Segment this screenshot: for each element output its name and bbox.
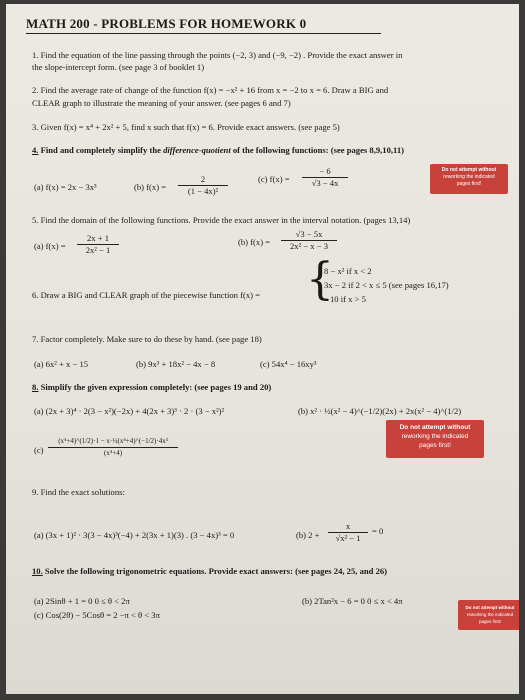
problem-6-case-2: 3x − 2 if 2 < x ≤ 5 (see pages 16,17) <box>324 280 449 290</box>
problem-6-case-1: 8 − x² if x < 2 <box>324 266 372 276</box>
problem-8c-denominator: (x⁴+4) <box>103 449 123 457</box>
problem-5a-label: (a) f(x) = <box>34 241 66 251</box>
problem-5b-numerator: √3 − 5x <box>281 229 337 241</box>
problem-4b-denominator: (1 − 4x)² <box>187 186 219 196</box>
problem-4-heading-text: Find and completely simplify the <box>38 145 164 155</box>
problem-6-line-1: 6. Draw a BIG and CLEAR graph of the piecewise function f(x) = <box>32 290 260 300</box>
problem-4-heading-end: of the following functions: (see pages 8,9,10,11) <box>230 145 405 155</box>
problem-7b: (b) 9x³ + 18x² − 4x − 8 <box>136 359 216 369</box>
problem-4a: (a) f(x) = 2x − 3x³ <box>34 182 97 192</box>
problem-9-line-1: 9. Find the exact solutions: <box>32 487 125 497</box>
sticker-1-line-2: reworking the indicated <box>443 174 495 180</box>
problem-4b-numerator: 2 <box>178 174 228 186</box>
problem-1-line-1: 1. Find the equation of the line passing through the points (−2, 3) and (−9, −2) . Provide the exact answer in <box>32 50 403 60</box>
problem-4b-label: (b) f(x) = <box>134 182 167 192</box>
problem-10c: (c) Cos(2θ) − 5Cosθ = 2 −π < θ < 3π <box>34 610 160 620</box>
sticker-1-line-3: pages first! <box>456 181 482 187</box>
problem-9b-denominator: √x² − 1 <box>335 533 361 543</box>
sticker-2-line-1: Do not attempt without <box>399 424 471 431</box>
title-underline <box>26 33 381 34</box>
problem-8a: (a) (2x + 3)⁴ · 2(3 − x²)(−2x) + 4(2x + 3)³ · 2 · (3 − x²)² <box>34 406 225 416</box>
problem-10-heading <box>32 566 387 577</box>
problem-7-line-1: 7. Factor completely. Make sure to do these by hand. (see page 18) <box>32 334 262 344</box>
sticker-3-line-2: reworking the indicated <box>466 612 514 617</box>
warning-sticker-3 <box>458 600 519 630</box>
problem-4c-numerator: − 6 <box>302 166 348 178</box>
problem-8c-numerator: (x⁴+4)^(1/2)·1 − x·½(x⁴+4)^(−1/2)·4x³ <box>48 436 178 448</box>
problem-9b-numerator: x <box>328 521 368 533</box>
page-title: MATH 200 - PROBLEMS FOR HOMEWORK 0 <box>26 16 307 31</box>
problem-4-number: 4. <box>32 145 39 155</box>
problem-2-line-2: CLEAR graph to illustrate the meaning of your answer. (see pages 6 and 7) <box>32 98 291 108</box>
problem-5b-label: (b) f(x) = <box>238 237 271 247</box>
problem-4-heading <box>32 145 404 156</box>
problem-9a: (a) (3x + 1)² · 3(3 − 4x)³(−4) + 2(3x + 1)(3) . (3 − 4x)³ = 0 <box>34 530 235 540</box>
warning-sticker-2 <box>386 420 484 458</box>
sticker-3-line-3: pages first! <box>478 619 501 624</box>
sticker-1-line-1: Do not attempt without <box>441 167 497 173</box>
warning-sticker-1 <box>430 164 508 194</box>
problem-8b: (b) x² · ½(x² − 4)^(−1/2)(2x) + 2x(x² − 4)^(1/2) <box>298 406 462 416</box>
problem-4-heading-emphasis: difference-quotient <box>163 145 231 155</box>
problem-5-line-1: 5. Find the domain of the following functions. Provide the exact answer in the interval notation. (pages 13,14) <box>32 215 411 225</box>
sticker-2-line-2: reworking the indicated <box>401 433 469 440</box>
problem-10-number: 10. <box>32 566 43 576</box>
homework-sheet <box>6 4 519 694</box>
problem-8-heading-text: Simplify the given expression completely: (see pages 19 and 20) <box>38 382 272 392</box>
problem-7a: (a) 6x² + x − 15 <box>34 359 89 369</box>
problem-8-number: 8. <box>32 382 39 392</box>
problem-4c-denominator: √3 − 4x <box>311 178 339 188</box>
problem-5a-denominator: 2x² − 1 <box>85 245 111 255</box>
problem-6-case-3: 10 if x > 5 <box>330 294 366 304</box>
problem-8c-label: (c) <box>34 445 44 455</box>
problem-7c: (c) 54x⁴ − 16xy³ <box>260 359 317 369</box>
piecewise-brace: { <box>306 254 334 305</box>
problem-10b: (b) 2Tan²x − 6 = 0 0 ≤ x < 4π <box>302 596 403 606</box>
problem-1-line-2: the slope-intercept form. (see page 3 of booklet 1) <box>32 62 205 72</box>
problem-4c-label: (c) f(x) = <box>258 174 290 184</box>
problem-3-line-1: 3. Given f(x) = x⁴ + 2x² + 5, find x such that f(x) = 6. Provide exact answers. (see page 5) <box>32 122 340 132</box>
problem-10-heading-text: Solve the following trigonometric equations. Provide exact answers: (see pages 24, 25, and 26) <box>42 566 388 576</box>
problem-9b-label: (b) 2 + <box>296 530 320 540</box>
problem-5a-numerator: 2x + 1 <box>77 233 119 245</box>
sticker-3-line-1: Do not attempt without <box>465 605 515 610</box>
problem-9b-end: = 0 <box>372 526 384 536</box>
problem-2-line-1: 2. Find the average rate of change of the function f(x) = −x² + 16 from x = −2 to x = 6. Draw a BIG and <box>32 85 389 95</box>
sticker-2-line-3: pages first! <box>419 442 451 449</box>
problem-5b-denominator: 2x² − x − 3 <box>289 241 329 251</box>
problem-10a: (a) 2Sinθ + 1 = 0 0 ≤ θ < 2π <box>34 596 130 606</box>
problem-8-heading <box>32 382 271 393</box>
